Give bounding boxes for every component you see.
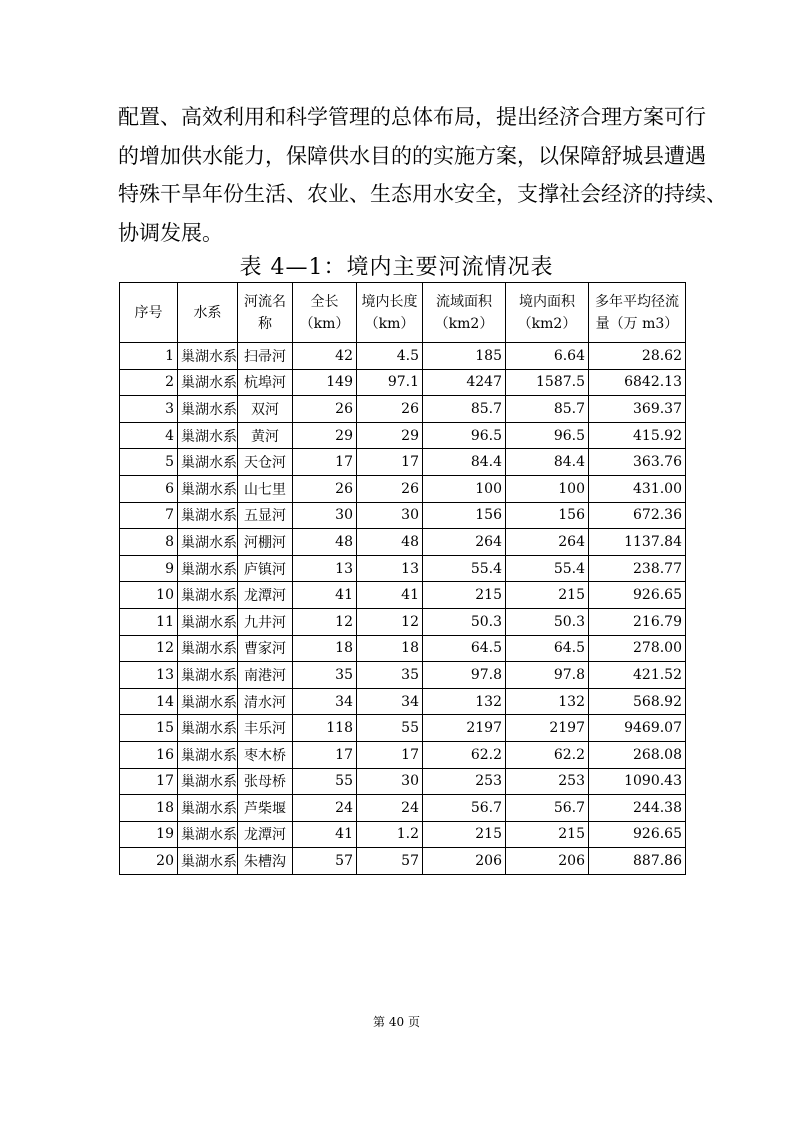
body-paragraph: [118, 98, 727, 252]
cell-inner-area: 2197: [506, 715, 589, 742]
cell-inner-length: 12: [357, 608, 423, 635]
cell-inner-area: 156: [506, 502, 589, 529]
cell-inner-length: 24: [357, 795, 423, 822]
cell-basin-area: 4247: [423, 369, 506, 396]
table-body: [120, 343, 686, 875]
cell-basin-area: 206: [423, 848, 506, 875]
cell-runoff: 887.86: [589, 848, 686, 875]
cell-system: 巢湖水系: [178, 848, 238, 875]
cell-inner-area: 100: [506, 475, 589, 502]
cell-length: 149: [293, 369, 357, 396]
cell-length: 13: [293, 555, 357, 582]
cell-inner-area: 1587.5: [506, 369, 589, 396]
cell-inner-area: 215: [506, 821, 589, 848]
table-row: [120, 502, 686, 529]
cell-index: 3: [120, 396, 178, 423]
cell-system: 巢湖水系: [178, 502, 238, 529]
cell-length: 35: [293, 662, 357, 689]
cell-name: 九井河: [238, 608, 293, 635]
cell-inner-area: 62.2: [506, 741, 589, 768]
cell-inner-length: 4.5: [357, 343, 423, 370]
cell-runoff: 1090.43: [589, 768, 686, 795]
cell-length: 26: [293, 475, 357, 502]
table-row: [120, 768, 686, 795]
cell-runoff: 431.00: [589, 475, 686, 502]
cell-inner-area: 253: [506, 768, 589, 795]
cell-name: 扫帚河: [238, 343, 293, 370]
cell-runoff: 1137.84: [589, 529, 686, 556]
cell-inner-area: 50.3: [506, 608, 589, 635]
table-row: [120, 396, 686, 423]
cell-index: 20: [120, 848, 178, 875]
cell-runoff: 369.37: [589, 396, 686, 423]
table-row: [120, 688, 686, 715]
cell-basin-area: 253: [423, 768, 506, 795]
table-caption: 表 4—1：境内主要河流情况表: [239, 255, 554, 280]
cell-system: 巢湖水系: [178, 741, 238, 768]
cell-runoff: 28.62: [589, 343, 686, 370]
paragraph-line: 特殊干旱年份生活、农业、生态用水安全，支撑社会经济的持续、: [118, 182, 727, 206]
cell-name: 天仓河: [238, 449, 293, 476]
cell-length: 34: [293, 688, 357, 715]
cell-inner-length: 30: [357, 768, 423, 795]
cell-system: 巢湖水系: [178, 688, 238, 715]
table-row: [120, 369, 686, 396]
cell-index: 4: [120, 422, 178, 449]
cell-runoff: 216.79: [589, 608, 686, 635]
cell-inner-length: 13: [357, 555, 423, 582]
cell-runoff: 415.92: [589, 422, 686, 449]
cell-system: 巢湖水系: [178, 422, 238, 449]
cell-system: 巢湖水系: [178, 449, 238, 476]
cell-inner-area: 215: [506, 582, 589, 609]
cell-index: 5: [120, 449, 178, 476]
cell-name: 杭埠河: [238, 369, 293, 396]
river-table: [119, 282, 686, 875]
cell-system: 巢湖水系: [178, 768, 238, 795]
cell-index: 19: [120, 821, 178, 848]
cell-system: 巢湖水系: [178, 662, 238, 689]
cell-runoff: 268.08: [589, 741, 686, 768]
cell-system: 巢湖水系: [178, 555, 238, 582]
cell-name: 五显河: [238, 502, 293, 529]
cell-basin-area: 2197: [423, 715, 506, 742]
cell-runoff: 926.65: [589, 821, 686, 848]
cell-basin-area: 215: [423, 582, 506, 609]
cell-length: 57: [293, 848, 357, 875]
cell-length: 41: [293, 582, 357, 609]
cell-name: 丰乐河: [238, 715, 293, 742]
cell-name: 芦柴堰: [238, 795, 293, 822]
cell-name: 曹家河: [238, 635, 293, 662]
cell-inner-area: 6.64: [506, 343, 589, 370]
table-row: [120, 529, 686, 556]
cell-basin-area: 64.5: [423, 635, 506, 662]
cell-inner-length: 17: [357, 741, 423, 768]
cell-runoff: 926.65: [589, 582, 686, 609]
cell-basin-area: 97.8: [423, 662, 506, 689]
cell-inner-length: 17: [357, 449, 423, 476]
cell-basin-area: 100: [423, 475, 506, 502]
table-row: [120, 449, 686, 476]
cell-inner-area: 85.7: [506, 396, 589, 423]
cell-name: 山七里: [238, 475, 293, 502]
cell-length: 17: [293, 449, 357, 476]
cell-inner-length: 41: [357, 582, 423, 609]
table-row: [120, 635, 686, 662]
cell-length: 48: [293, 529, 357, 556]
cell-runoff: 672.36: [589, 502, 686, 529]
table-row: [120, 555, 686, 582]
cell-basin-area: 55.4: [423, 555, 506, 582]
cell-basin-area: 156: [423, 502, 506, 529]
cell-inner-length: 30: [357, 502, 423, 529]
cell-basin-area: 50.3: [423, 608, 506, 635]
cell-length: 29: [293, 422, 357, 449]
cell-index: 13: [120, 662, 178, 689]
cell-index: 16: [120, 741, 178, 768]
cell-inner-area: 56.7: [506, 795, 589, 822]
cell-index: 17: [120, 768, 178, 795]
cell-index: 15: [120, 715, 178, 742]
cell-length: 55: [293, 768, 357, 795]
cell-basin-area: 132: [423, 688, 506, 715]
header-inner-length: 境内长度（km）: [357, 283, 423, 343]
cell-inner-length: 35: [357, 662, 423, 689]
cell-length: 41: [293, 821, 357, 848]
table-row: [120, 821, 686, 848]
cell-name: 南港河: [238, 662, 293, 689]
cell-index: 8: [120, 529, 178, 556]
cell-index: 6: [120, 475, 178, 502]
page-number: 第 40 页: [373, 1015, 420, 1029]
cell-name: 双河: [238, 396, 293, 423]
cell-length: 17: [293, 741, 357, 768]
table-row: [120, 741, 686, 768]
cell-length: 18: [293, 635, 357, 662]
paragraph-line: 的增加供水能力，保障供水目的的实施方案，以保障舒城县遭遇: [118, 143, 706, 168]
cell-system: 巢湖水系: [178, 608, 238, 635]
cell-inner-area: 264: [506, 529, 589, 556]
table-row: [120, 848, 686, 875]
cell-inner-length: 55: [357, 715, 423, 742]
header-name: 河流名称: [238, 283, 293, 343]
cell-inner-area: 132: [506, 688, 589, 715]
header-length: 全长（km）: [293, 283, 357, 343]
cell-name: 清水河: [238, 688, 293, 715]
cell-runoff: 421.52: [589, 662, 686, 689]
cell-index: 12: [120, 635, 178, 662]
table-row: [120, 715, 686, 742]
cell-inner-area: 55.4: [506, 555, 589, 582]
table-row: [120, 795, 686, 822]
cell-index: 14: [120, 688, 178, 715]
header-basin-area: 流域面积（km2）: [423, 283, 506, 343]
cell-inner-area: 64.5: [506, 635, 589, 662]
table-header-row: [120, 283, 686, 343]
cell-runoff: 244.38: [589, 795, 686, 822]
cell-index: 9: [120, 555, 178, 582]
cell-system: 巢湖水系: [178, 582, 238, 609]
cell-inner-length: 29: [357, 422, 423, 449]
cell-inner-area: 206: [506, 848, 589, 875]
cell-inner-length: 26: [357, 396, 423, 423]
cell-runoff: 6842.13: [589, 369, 686, 396]
cell-system: 巢湖水系: [178, 821, 238, 848]
cell-index: 7: [120, 502, 178, 529]
cell-system: 巢湖水系: [178, 529, 238, 556]
cell-name: 庐镇河: [238, 555, 293, 582]
cell-index: 18: [120, 795, 178, 822]
cell-name: 张母桥: [238, 768, 293, 795]
cell-index: 2: [120, 369, 178, 396]
cell-basin-area: 84.4: [423, 449, 506, 476]
cell-runoff: 363.76: [589, 449, 686, 476]
cell-system: 巢湖水系: [178, 795, 238, 822]
cell-name: 龙潭河: [238, 582, 293, 609]
cell-basin-area: 185: [423, 343, 506, 370]
cell-basin-area: 62.2: [423, 741, 506, 768]
cell-runoff: 9469.07: [589, 715, 686, 742]
paragraph-line: 协调发展。: [118, 220, 223, 245]
cell-inner-length: 48: [357, 529, 423, 556]
cell-basin-area: 96.5: [423, 422, 506, 449]
table-row: [120, 582, 686, 609]
table-row: [120, 343, 686, 370]
cell-inner-area: 96.5: [506, 422, 589, 449]
table-row: [120, 475, 686, 502]
cell-name: 黄河: [238, 422, 293, 449]
table-row: [120, 608, 686, 635]
cell-system: 巢湖水系: [178, 475, 238, 502]
cell-inner-length: 1.2: [357, 821, 423, 848]
table-row: [120, 662, 686, 689]
cell-length: 118: [293, 715, 357, 742]
cell-inner-length: 26: [357, 475, 423, 502]
cell-system: 巢湖水系: [178, 343, 238, 370]
cell-name: 枣木桥: [238, 741, 293, 768]
cell-basin-area: 264: [423, 529, 506, 556]
cell-length: 30: [293, 502, 357, 529]
cell-length: 24: [293, 795, 357, 822]
cell-runoff: 278.00: [589, 635, 686, 662]
cell-system: 巢湖水系: [178, 635, 238, 662]
cell-length: 42: [293, 343, 357, 370]
cell-basin-area: 215: [423, 821, 506, 848]
cell-system: 巢湖水系: [178, 396, 238, 423]
header-system: 水系: [178, 283, 238, 343]
cell-inner-length: 57: [357, 848, 423, 875]
cell-basin-area: 56.7: [423, 795, 506, 822]
cell-index: 10: [120, 582, 178, 609]
cell-system: 巢湖水系: [178, 715, 238, 742]
table-row: [120, 422, 686, 449]
cell-index: 1: [120, 343, 178, 370]
cell-name: 龙潭河: [238, 821, 293, 848]
header-index: 序号: [120, 283, 178, 343]
header-runoff: 多年平均径流量（万 m3）: [589, 283, 686, 343]
cell-inner-length: 18: [357, 635, 423, 662]
cell-index: 11: [120, 608, 178, 635]
cell-runoff: 238.77: [589, 555, 686, 582]
cell-name: 河棚河: [238, 529, 293, 556]
cell-basin-area: 85.7: [423, 396, 506, 423]
cell-system: 巢湖水系: [178, 369, 238, 396]
cell-inner-length: 34: [357, 688, 423, 715]
cell-length: 26: [293, 396, 357, 423]
cell-inner-area: 84.4: [506, 449, 589, 476]
cell-runoff: 568.92: [589, 688, 686, 715]
paragraph-line: 配置、高效利用和科学管理的总体布局，提出经济合理方案可行: [118, 105, 706, 129]
cell-length: 12: [293, 608, 357, 635]
cell-inner-area: 97.8: [506, 662, 589, 689]
header-inner-area: 境内面积（km2）: [506, 283, 589, 343]
cell-name: 朱槽沟: [238, 848, 293, 875]
cell-inner-length: 97.1: [357, 369, 423, 396]
